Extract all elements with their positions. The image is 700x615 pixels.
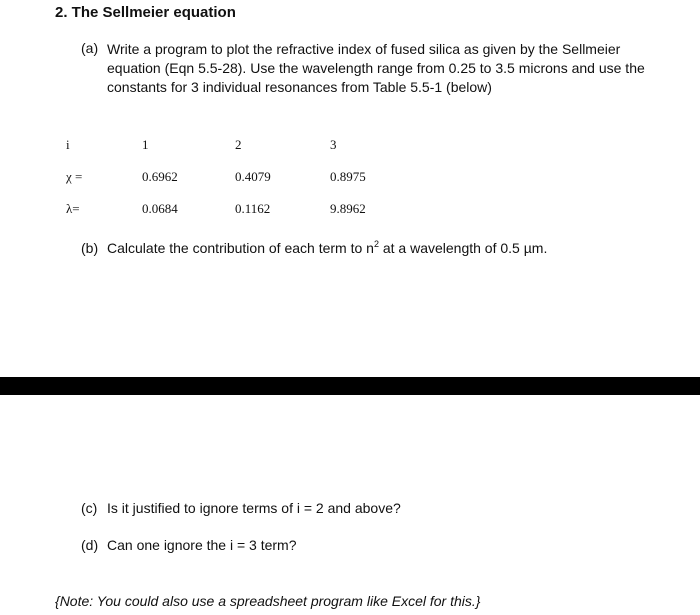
table-row-lambda-label: λ= xyxy=(66,201,80,216)
table-cell: 3 xyxy=(330,137,337,152)
table-cell: 0.1162 xyxy=(235,201,271,216)
part-d-text: Can one ignore the i = 3 term? xyxy=(107,537,297,553)
table-row-chi-label: χ = xyxy=(66,169,83,184)
note-close-brace: } xyxy=(475,593,481,609)
part-b-text-after: at a wavelength of 0.5 µm. xyxy=(378,240,548,256)
n-squared-superscript: 2 xyxy=(373,239,379,249)
table-cell: 0.8975 xyxy=(330,169,366,184)
part-b-label: (b) xyxy=(81,240,99,256)
part-a-label: (a) xyxy=(81,40,99,56)
part-b-text-before: Calculate the contribution of each term to n xyxy=(107,240,374,256)
part-b-text xyxy=(107,240,547,256)
table-row-i-label: i xyxy=(66,137,70,152)
note xyxy=(55,593,480,609)
black-redaction-bar xyxy=(0,377,700,395)
part-a-text: Write a program to plot the refractive index of fused silica as given by the Sellmeier equation (Eqn 5.5-28). Use the wavelength range from 0.25 to 3.5 microns and use the constants for 3 individual resonances from Table 5.5-1 (below) xyxy=(107,41,645,95)
table-cell: 9.8962 xyxy=(330,201,366,216)
note-text: Note: You could also use a spreadsheet program like Excel for this. xyxy=(59,593,476,609)
section-title: 2. The Sellmeier equation xyxy=(55,4,236,21)
table-cell: 0.4079 xyxy=(235,169,271,184)
table-cell: 0.6962 xyxy=(142,169,178,184)
table-cell: 1 xyxy=(142,137,149,152)
part-d-label: (d) xyxy=(81,537,99,553)
table-cell: 2 xyxy=(235,137,242,152)
note-open-brace: { xyxy=(55,593,60,609)
part-c-label: (c) xyxy=(81,500,98,516)
table-cell: 0.0684 xyxy=(142,201,178,216)
part-c-text: Is it justified to ignore terms of i = 2 and above? xyxy=(107,500,401,516)
